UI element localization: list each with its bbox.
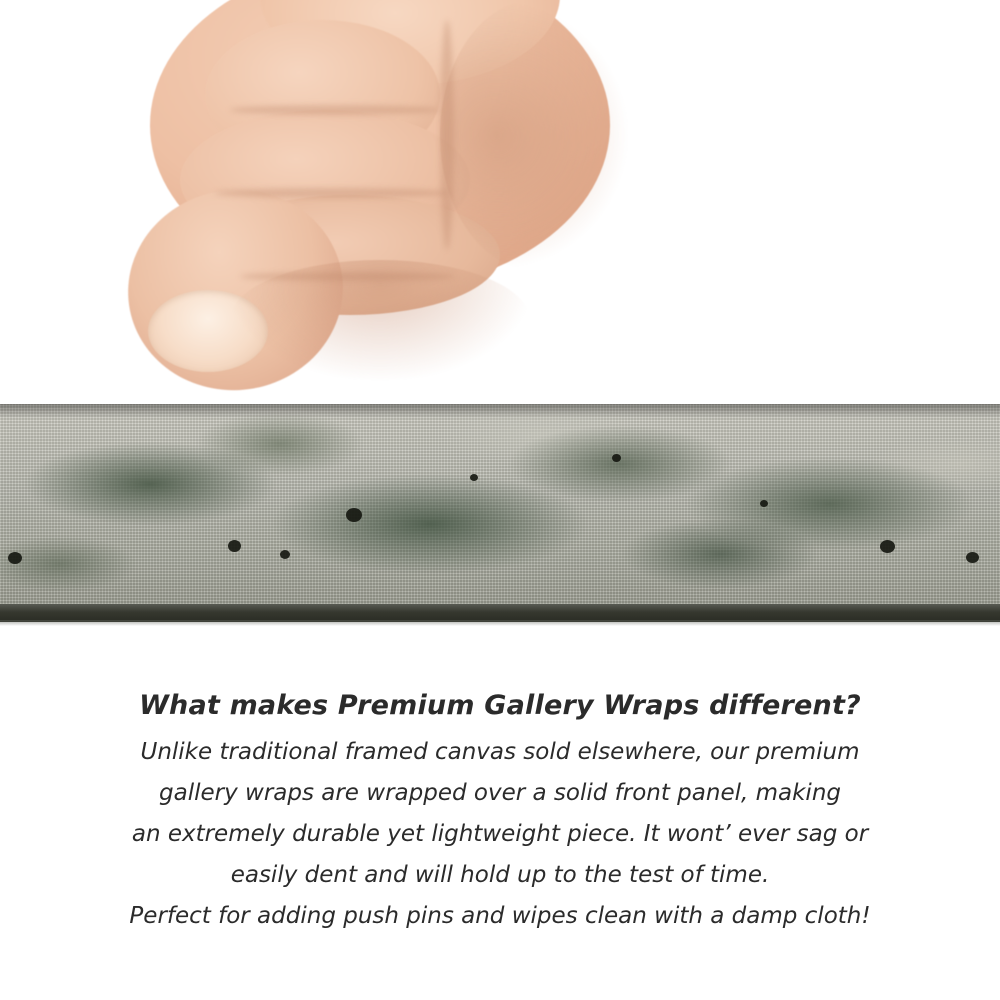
canvas-speck [612, 454, 621, 462]
caption-line: easily dent and will hold up to the test of time. [230, 862, 770, 888]
canvas-edge-strip [0, 404, 1000, 622]
canvas-drop-shadow [0, 620, 1000, 626]
hand-crease-3 [240, 272, 455, 281]
caption-line: Unlike traditional framed canvas sold elsewhere, our premium [140, 739, 860, 765]
canvas-speck [880, 540, 895, 553]
canvas-speck [760, 500, 768, 507]
canvas-top-shadow [0, 404, 1000, 418]
canvas-speck [228, 540, 241, 552]
canvas-speck [346, 508, 362, 522]
caption-line: Perfect for adding push pins and wipes clean with a damp cloth! [129, 903, 871, 929]
canvas-speck [8, 552, 22, 564]
caption-heading: What makes Premium Gallery Wraps different? [139, 690, 861, 721]
hand-shadow-right [440, 0, 630, 270]
caption-block [0, 690, 1000, 937]
canvas-speck [966, 552, 979, 563]
hand-crease-4 [440, 20, 454, 250]
canvas-speck [470, 474, 478, 481]
hand-crease-1 [230, 105, 440, 115]
hand-graphic [110, 0, 630, 430]
caption-line: an extremely durable yet lightweight piece. It wont’ ever sag or [131, 821, 869, 847]
canvas-speck [280, 550, 290, 559]
canvas-face-texture [0, 404, 1000, 616]
hand-crease-2 [215, 188, 450, 198]
caption-line: gallery wraps are wrapped over a solid front panel, making [159, 780, 841, 806]
